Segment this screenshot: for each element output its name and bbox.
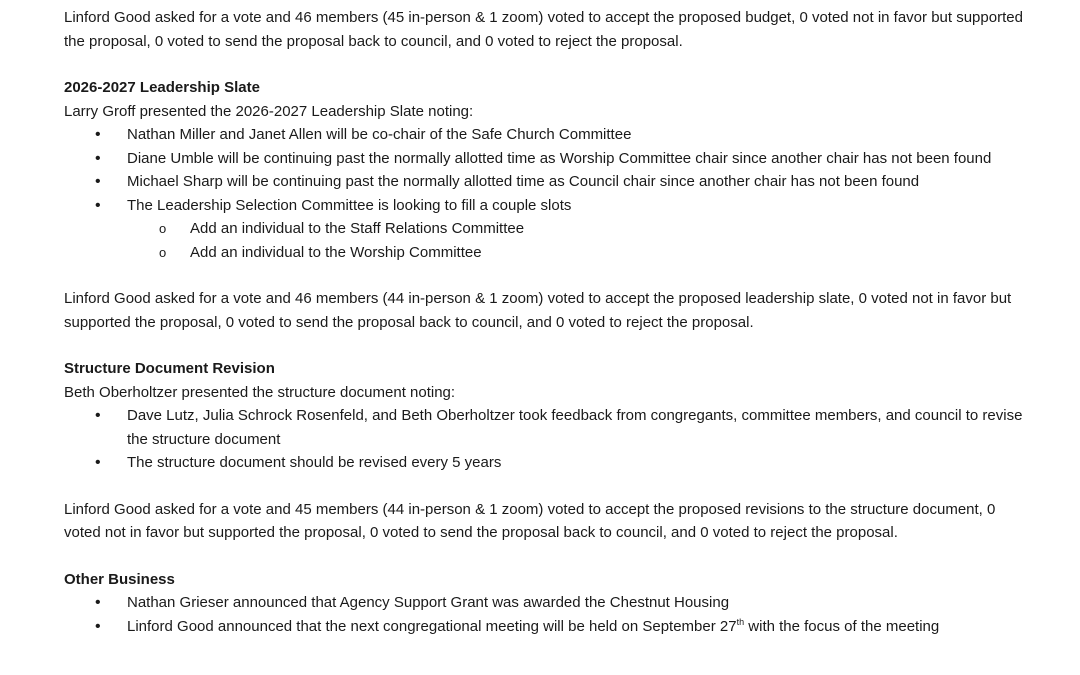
list-item-text: The Leadership Selection Committee is looking to fill a couple slots — [127, 196, 572, 214]
list-item: • Michael Sharp will be continuing past the normally allotted time as Council chair since another chair has not been found — [64, 170, 1034, 194]
list-item: • Dave Lutz, Julia Schrock Rosenfeld, and Beth Oberholtzer took feedback from congregants, committee members, and council to revise the structure document — [64, 404, 1034, 451]
list-item: • Nathan Grieser announced that Agency Support Grant was awarded the Chestnut Housing — [64, 591, 1034, 615]
ordinal-suffix: th — [736, 616, 745, 627]
leadership-slate-list — [64, 123, 1034, 264]
sub-list-item: o Add an individual to the Staff Relations Committee — [127, 217, 1034, 241]
structure-intro: Beth Oberholtzer presented the structure document noting: — [64, 383, 456, 401]
list-item: • Diane Umble will be continuing past the normally allotted time as Worship Committee chair since another chair has not been found — [64, 147, 1034, 171]
partial-text-before: Linford Good announced that the next congregational meeting will be held on September 27 — [127, 617, 737, 635]
structure-heading: Structure Document Revision — [64, 360, 275, 377]
sub-list-item: o Add an individual to the Worship Committee — [127, 241, 1034, 265]
list-item — [64, 615, 1034, 639]
leadership-slate-heading: 2026-2027 Leadership Slate — [64, 79, 260, 96]
partial-text-after: with the focus of the meeting — [744, 617, 940, 635]
document-page — [64, 6, 1034, 638]
sub-list — [127, 217, 1034, 264]
list-item: • Nathan Miller and Janet Allen will be co-chair of the Safe Church Committee — [64, 123, 1034, 147]
budget-vote-paragraph: Linford Good asked for a vote and 46 members (45 in-person & 1 zoom) voted to accept the proposed budget, 0 voted not in favor but supported the proposal, 0 voted to send the proposal back to council, and 0 voted to reject the proposal. — [64, 9, 1023, 50]
leadership-slate-intro: Larry Groff presented the 2026-2027 Leadership Slate noting: — [64, 102, 474, 120]
other-business-heading: Other Business — [64, 570, 175, 588]
list-item: • The structure document should be revised every 5 years — [64, 451, 1034, 475]
structure-list — [64, 404, 1034, 475]
other-business-list — [64, 591, 1034, 638]
slate-vote-paragraph: Linford Good asked for a vote and 46 members (44 in-person & 1 zoom) voted to accept the proposed leadership slate, 0 voted not in favor but supported the proposal, 0 voted to send the proposal back to council, and 0 voted to reject the proposal. — [64, 290, 1012, 331]
list-item — [64, 194, 1034, 265]
structure-vote-paragraph: Linford Good asked for a vote and 45 members (44 in-person & 1 zoom) voted to accept the proposed revisions to the structure document, 0 voted not in favor but supported the proposal, 0 voted to send the proposal back to council, and 0 voted to reject the proposal. — [64, 500, 996, 541]
